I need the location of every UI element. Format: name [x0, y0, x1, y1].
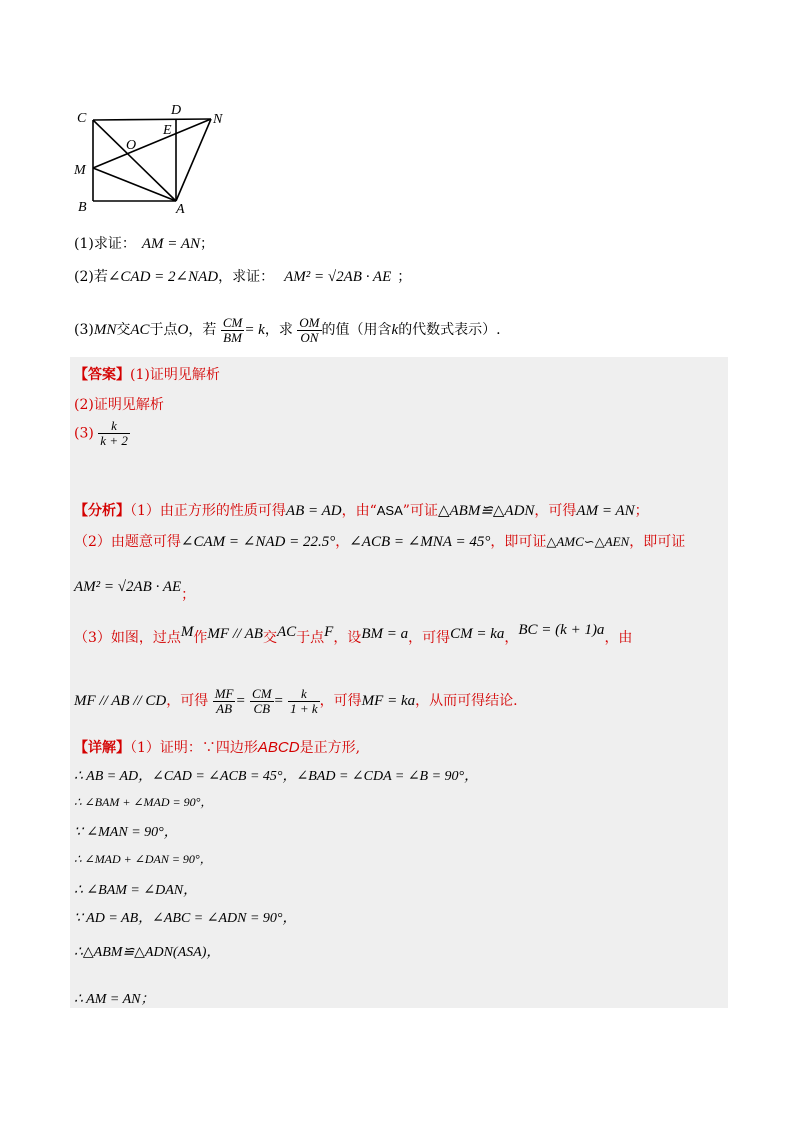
q3-fraction-num: CM: [222, 314, 243, 330]
analysis-l5-frac1: [213, 687, 236, 716]
analysis-line-4: [74, 622, 633, 647]
analysis-l2-m2: ∠ACB = ∠MNA = 45°: [349, 534, 491, 550]
q3-mn: MN: [93, 322, 117, 338]
q1-prefix: (1)求证：: [74, 236, 136, 252]
analysis-l1-e: ；: [634, 503, 649, 519]
analysis-l1-d: ，可得: [534, 503, 577, 519]
answer-tag: 【答案】: [74, 367, 130, 383]
analysis-l4-f: F: [324, 624, 334, 640]
label-m: M: [74, 163, 86, 178]
question-2: [74, 266, 411, 286]
analysis-l3-math: AM² = √2AB · AE: [74, 579, 182, 595]
analysis-l5-frac1-den: AB: [216, 700, 233, 716]
answer-3-num: k: [98, 419, 130, 434]
analysis-l4-b: 作: [193, 630, 208, 646]
label-e: E: [163, 123, 172, 138]
analysis-l3-end: ；: [181, 587, 196, 603]
analysis-l1-b: ，由“: [341, 503, 377, 519]
q3-o: O: [177, 322, 189, 338]
analysis-l2-m3: △AMC∽△AEN: [546, 534, 630, 549]
q3-fraction-om-on: [297, 316, 321, 345]
detail-line-4: ∵ ∠MAN = 90°，: [74, 825, 178, 840]
segment-cn: [93, 119, 211, 120]
q3-ac: AC: [130, 322, 150, 338]
q3-text-1: 交: [116, 322, 131, 338]
q2-prefix: (2)若: [74, 269, 108, 285]
q1-math: AM = AN: [141, 236, 201, 252]
q3-text-3: ，若: [188, 322, 217, 338]
answer-3-den: k + 2: [100, 433, 128, 448]
detail-d1-a: （1）证明：∵四边形: [130, 740, 258, 756]
analysis-l2-d: ，即可证: [629, 534, 686, 550]
q3-prefix: (3): [74, 322, 94, 338]
analysis-l1-asa: ASA: [376, 503, 403, 518]
analysis-l4-mf: MF // AB: [207, 626, 263, 642]
q3-text-2: 于点: [149, 322, 178, 338]
detail-line-5: ∴ ∠MAD + ∠DAN = 90°，: [74, 852, 212, 866]
analysis-l4-h: ，由: [604, 630, 633, 646]
detail-line-3: ∴ ∠BAM + ∠MAD = 90°，: [74, 795, 213, 809]
analysis-l1-m1: AB = AD: [285, 503, 342, 519]
analysis-l4-bm: BM = a: [361, 626, 409, 642]
analysis-l2-a: （2）由题意可得: [74, 534, 181, 550]
detail-d1-math: ABCD: [257, 739, 300, 756]
analysis-l5-eq1: =: [235, 693, 246, 709]
analysis-l4-d: 于点: [296, 630, 325, 646]
q3-k: k: [391, 322, 399, 338]
analysis-l1-a: （1）由正方形的性质可得: [130, 503, 286, 519]
q2-mid: ，求证：: [218, 269, 275, 285]
analysis-l2-c: ，即可证: [490, 534, 547, 550]
analysis-line-1: [74, 500, 649, 520]
analysis-l4-bc: BC = (k + 1)a: [518, 622, 605, 638]
answer-2: (2)证明见解析: [74, 397, 164, 413]
analysis-tag: 【分析】: [74, 503, 130, 519]
analysis-l5-frac2: [250, 687, 274, 716]
analysis-l4-f2: ，可得: [408, 630, 451, 646]
analysis-l5-m2: MF = ka: [361, 693, 416, 709]
answer-line-3: [74, 419, 130, 448]
q2-condition: ∠CAD = 2∠NAD: [107, 269, 219, 285]
analysis-l2-b: ，: [335, 534, 350, 550]
answer-3-prefix: (3): [74, 425, 94, 442]
detail-line-6: ∴ ∠BAM = ∠DAN，: [74, 883, 198, 898]
analysis-l5-frac3: [288, 687, 320, 716]
q3-eq-k: = k: [244, 322, 265, 338]
question-1: [74, 233, 214, 253]
analysis-l4-m: M: [180, 624, 194, 640]
detail-d1-b: 是正方形,: [299, 740, 361, 756]
detail-line-1: [74, 737, 360, 757]
q3-fraction-cm-bm: [221, 316, 245, 345]
analysis-l5-m1: MF // AB // CD: [74, 693, 167, 709]
q2-math: AM² = √2AB · AE: [284, 269, 392, 285]
analysis-l4-cm: CM = ka: [450, 626, 505, 642]
analysis-l5-eq2: =: [273, 693, 284, 709]
analysis-l4-g: ，: [504, 630, 519, 646]
label-c: C: [77, 111, 87, 126]
q3-fraction-den: BM: [223, 329, 242, 345]
analysis-l5-frac2-num: CM: [252, 685, 272, 701]
answer-line-2: [74, 394, 164, 414]
analysis-l5-frac3-num: k: [288, 687, 320, 702]
q3-fraction2-den: ON: [300, 329, 319, 345]
analysis-l1-m3: AM = AN: [576, 503, 635, 519]
detail-line-9: ∴ AM = AN；: [74, 992, 155, 1007]
answer-1: (1)证明见解析: [130, 367, 220, 383]
analysis-l2-m1: ∠CAM = ∠NAD = 22.5°: [180, 534, 336, 550]
analysis-l5-c: ，从而可得结论.: [415, 693, 518, 709]
q3-text-4: ，求: [264, 322, 293, 338]
q3-text-5: 的值（用含: [321, 322, 392, 338]
q1-end: ；: [200, 236, 215, 252]
q2-end: ；: [397, 269, 412, 285]
analysis-l4-c: 交: [262, 630, 277, 646]
analysis-l4-ac: AC: [276, 624, 297, 640]
answer-line-1: [74, 364, 220, 384]
detail-line-2: ∴ AB = AD，∠CAD = ∠ACB = 45°，∠BAD = ∠CDA = ∠B = 90°，: [74, 769, 479, 784]
detail-tag: 【详解】: [74, 740, 130, 756]
analysis-line-5: [74, 682, 518, 720]
analysis-l5-frac1-num: MF: [214, 685, 234, 701]
analysis-l5-frac2-den: CB: [253, 700, 271, 716]
analysis-l4-e: ，设: [333, 630, 362, 646]
analysis-l5-a: ，可得: [166, 693, 209, 709]
analysis-l5-b: ，可得: [319, 693, 362, 709]
analysis-l1-m2: △ABM≌△ADN: [437, 503, 535, 519]
label-o: O: [126, 138, 137, 153]
label-a: A: [176, 202, 185, 217]
answer-3-fraction: [98, 419, 130, 448]
analysis-l4-a: （3）如图，过点: [74, 630, 181, 646]
question-3: [74, 313, 501, 347]
q3-text-6: 的代数式表示）.: [398, 322, 501, 338]
label-b: B: [78, 200, 87, 215]
analysis-l5-frac3-den: 1 + k: [290, 700, 318, 716]
detail-line-7: ∵ AD = AB，∠ABC = ∠ADN = 90°，: [74, 911, 297, 926]
label-n: N: [213, 112, 223, 127]
analysis-line-3: [74, 576, 196, 603]
analysis-l1-c: ”可证: [402, 503, 438, 519]
q3-fraction2-num: OM: [299, 314, 320, 330]
detail-line-8: ∴△ABM≌△ADN(ASA)，: [74, 945, 221, 960]
label-d: D: [171, 103, 182, 118]
geometry-figure: [70, 98, 230, 218]
segment-ma: [93, 168, 176, 201]
analysis-line-2: [74, 531, 685, 551]
